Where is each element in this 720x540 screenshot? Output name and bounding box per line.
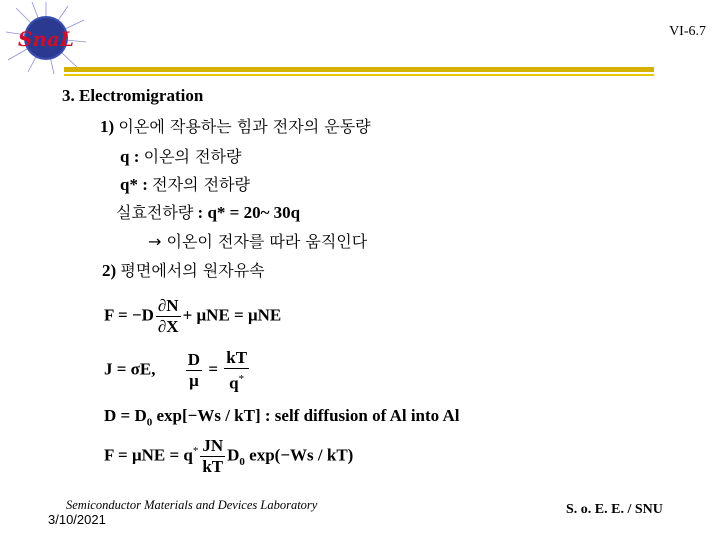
eq4-numerator: JN (202, 436, 224, 455)
section-heading: 3. Electromigration (62, 86, 204, 105)
eq4-rhs: exp(−Ws / kT) (244, 445, 354, 465)
eq1-fraction (156, 296, 181, 337)
snal-logo (6, 2, 86, 74)
effective-charge-value: : q* = 20~ 30q (197, 203, 301, 222)
item-2-number: 2) (102, 261, 117, 280)
eq2-denominator-2 (227, 369, 246, 394)
item-2 (102, 258, 265, 281)
eq2-lhs: J = σE, (104, 359, 156, 379)
equation-force-flux (104, 296, 281, 337)
eq2-numerator-1: D (187, 350, 201, 370)
eq3-lhs: D = D (104, 406, 147, 425)
eq3-subscript: 0 (146, 416, 153, 429)
eq2-q: q (229, 373, 239, 393)
equation-diffusion (104, 406, 459, 428)
q-text: 이온의 전하량 (143, 147, 242, 166)
eq2-equals: = (208, 359, 218, 379)
effective-charge-label: 실효전하량 (116, 203, 194, 222)
eq4-star: * (192, 444, 199, 457)
eq1-lhs: F = −D (104, 305, 154, 325)
eq4-subscript: 0 (239, 455, 245, 468)
eq3-rhs: exp[−Ws / kT] : self diffusion of Al into Al (152, 406, 460, 425)
eq2-fraction-1 (186, 350, 202, 391)
qstar-definition (120, 172, 250, 195)
footer-affiliation: S. o. E. E. / SNU (566, 502, 663, 517)
header-divider (64, 67, 654, 72)
eq2-numerator-2: kT (226, 348, 248, 367)
eq1-denominator: ∂X (157, 317, 179, 336)
eq2-q-star: * (238, 373, 245, 385)
effective-charge (116, 200, 300, 223)
q-label: q : (120, 147, 140, 166)
header-divider-thin (64, 74, 654, 76)
eq2-fraction-2 (224, 348, 249, 394)
eq1-numerator: ∂N (157, 296, 179, 315)
eq4-d: D (227, 445, 240, 465)
q-definition (120, 144, 241, 167)
eq1-rhs: + μNE = μNE (182, 305, 282, 325)
arrow-statement-text: → 이온이 전자를 따라 움직인다 (148, 232, 368, 251)
logo-text: SnaL (17, 27, 75, 51)
arrow-statement (148, 229, 367, 252)
footer-lab-name: Semiconductor Materials and Devices Laboratory (66, 498, 318, 512)
eq2-denominator-1: μ (189, 371, 199, 391)
item-2-text: 평면에서의 원자유속 (120, 261, 265, 280)
eq4-denominator: kT (202, 457, 224, 476)
page-number: VI-6.7 (669, 24, 706, 39)
item-1-text: 이온에 작용하는 힘과 전자의 운동량 (118, 117, 371, 136)
item-1-number: 1) (100, 117, 115, 136)
qstar-text: 전자의 전하량 (152, 175, 250, 194)
eq4-lhs: F = μNE = q (104, 445, 193, 465)
qstar-label: q* : (120, 175, 148, 194)
item-1 (100, 114, 371, 137)
footer-date: 3/10/2021 (48, 512, 106, 527)
eq4-fraction (200, 436, 225, 477)
equation-force-final (104, 436, 353, 477)
equation-current-density (104, 348, 251, 394)
